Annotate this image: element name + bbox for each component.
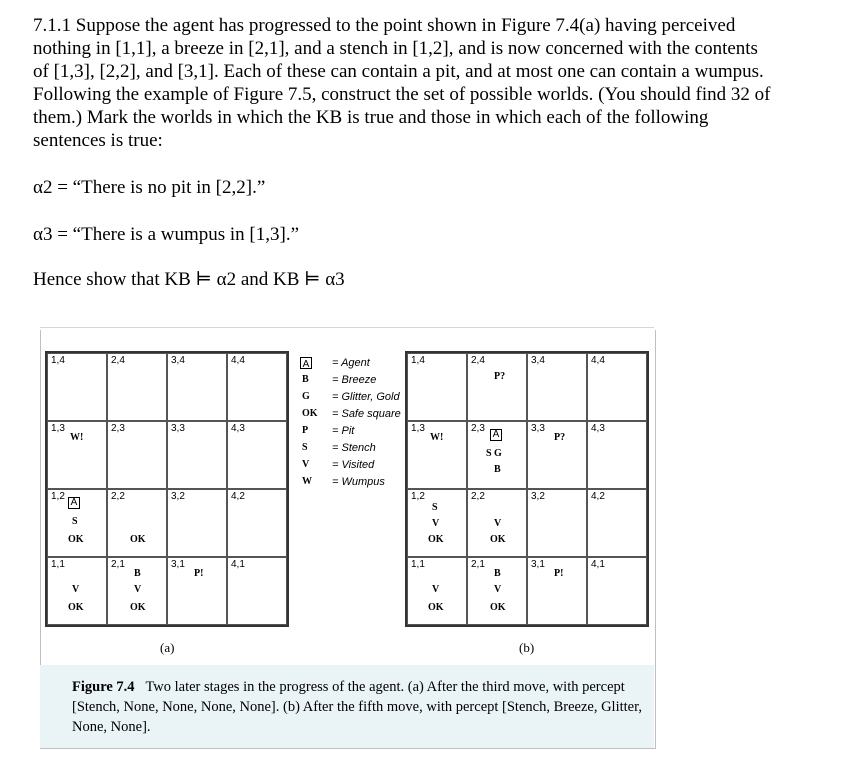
grid-cell-4-4 — [227, 353, 287, 421]
grid-cell-3-1 — [527, 557, 587, 625]
grid-cell-1-4 — [47, 353, 107, 421]
alpha2-sentence: α2 = “There is no pit in [2,2].” — [33, 177, 266, 198]
legend-text: = Pit — [332, 425, 355, 437]
cell-coordinate: 3,4 — [531, 355, 545, 366]
grid-cell-4-1 — [227, 557, 287, 625]
legend-symbol: G — [302, 391, 310, 402]
grid-cell-1-3 — [47, 421, 107, 489]
cell-coordinate: 3,1 — [171, 559, 185, 570]
cell-mark: OK — [68, 534, 84, 545]
grid-cell-4-1 — [587, 557, 647, 625]
grid-cell-1-1 — [47, 557, 107, 625]
grid-cell-3-4 — [527, 353, 587, 421]
grid-cell-4-2 — [227, 489, 287, 557]
cell-coordinate: 2,2 — [111, 491, 125, 502]
cell-mark: V — [134, 584, 142, 595]
cell-mark: P! — [194, 568, 204, 579]
cell-mark: OK — [130, 602, 146, 613]
grid-cell-3-3 — [167, 421, 227, 489]
grid-cell-3-2 — [527, 489, 587, 557]
cell-coordinate: 4,3 — [231, 423, 245, 434]
cell-coordinate: 4,2 — [591, 491, 605, 502]
cell-coordinate: 3,4 — [171, 355, 185, 366]
wumpus-grid-a — [45, 351, 289, 627]
grid-cell-2-1 — [467, 557, 527, 625]
cell-mark: P? — [554, 432, 566, 443]
caption-text — [72, 677, 642, 737]
cell-mark: S — [432, 502, 438, 513]
legend-symbol: W — [302, 476, 312, 487]
cell-mark: OK — [490, 602, 506, 613]
agent-box: A — [68, 497, 80, 509]
legend-text: = Safe square — [332, 408, 401, 420]
cell-coordinate: 1,4 — [51, 355, 65, 366]
cell-coordinate: 1,3 — [411, 423, 425, 434]
cell-mark: B — [494, 464, 501, 475]
cell-coordinate: 2,4 — [471, 355, 485, 366]
cell-coordinate: 4,3 — [591, 423, 605, 434]
cell-coordinate: 4,1 — [231, 559, 245, 570]
cell-mark: S G — [486, 448, 502, 459]
grid-cell-4-3 — [227, 421, 287, 489]
question-line: them.) Mark the worlds in which the KB is true and those in which each of the following — [33, 107, 709, 128]
cell-coordinate: 2,4 — [111, 355, 125, 366]
cell-coordinate: 1,4 — [411, 355, 425, 366]
cell-mark: OK — [428, 534, 444, 545]
grid-cell-3-1 — [167, 557, 227, 625]
cell-coordinate: 3,3 — [171, 423, 185, 434]
grid-cell-1-1 — [407, 557, 467, 625]
figure-top-divider — [40, 327, 654, 328]
cell-mark: OK — [490, 534, 506, 545]
cell-mark: OK — [130, 534, 146, 545]
agent-box: A — [490, 429, 502, 441]
agent-box: A — [300, 357, 312, 369]
legend-symbol: OK — [302, 408, 318, 419]
cell-mark: V — [494, 518, 502, 529]
sublabel-b: (b) — [519, 640, 535, 655]
cell-coordinate: 4,4 — [231, 355, 245, 366]
cell-mark: S — [72, 516, 78, 527]
cell-coordinate: 3,2 — [531, 491, 545, 502]
grid-cell-2-4 — [467, 353, 527, 421]
cell-mark: OK — [428, 602, 444, 613]
cell-coordinate: 4,2 — [231, 491, 245, 502]
caption-body: Two later stages in the progress of the agent. (a) After the third move, with percept [Stench, None, None, None, None]. (b) After the fifth move, with percept [Stench, Breeze, Glitter, None, None]. — [72, 679, 642, 735]
wumpus-grid-b — [405, 351, 649, 627]
cell-coordinate: 1,2 — [411, 491, 425, 502]
cell-coordinate: 2,3 — [471, 423, 485, 434]
alpha3-sentence: α3 = “There is a wumpus in [1,3].” — [33, 224, 300, 245]
grid-cell-3-3 — [527, 421, 587, 489]
legend-symbol: S — [302, 442, 308, 453]
grid-cell-2-2 — [107, 489, 167, 557]
question-line: sentences is true: — [33, 130, 163, 151]
cell-coordinate: 2,3 — [111, 423, 125, 434]
legend-symbol: V — [302, 459, 310, 470]
grid-cell-2-4 — [107, 353, 167, 421]
legend-text: = Stench — [332, 442, 376, 454]
cell-mark: V — [432, 518, 440, 529]
grid-cell-1-4 — [407, 353, 467, 421]
cell-mark: W! — [70, 432, 84, 443]
grid-cell-1-3 — [407, 421, 467, 489]
grid-cell-2-1 — [107, 557, 167, 625]
legend-text: = Visited — [332, 459, 375, 471]
legend-symbol: P — [302, 425, 309, 436]
grid-cell-3-2 — [167, 489, 227, 557]
cell-coordinate: 2,1 — [111, 559, 125, 570]
cell-coordinate: 1,2 — [51, 491, 65, 502]
legend-text: = Breeze — [332, 374, 377, 386]
grid-cell-4-3 — [587, 421, 647, 489]
cell-mark: V — [72, 584, 80, 595]
grid-cell-2-2 — [467, 489, 527, 557]
conclusion-sentence: Hence show that KB ⊨ α2 and KB ⊨ α3 — [33, 269, 345, 290]
question-line: Following the example of Figure 7.5, construct the set of possible worlds. (You should find 32 of — [33, 84, 771, 105]
cell-mark: OK — [68, 602, 84, 613]
cell-mark: P? — [494, 371, 506, 382]
grid-cell-4-4 — [587, 353, 647, 421]
cell-coordinate: 4,1 — [591, 559, 605, 570]
cell-mark: W! — [430, 432, 444, 443]
question-line: of [1,3], [2,2], and [3,1]. Each of these can contain a pit, and at most one can contain a wumpus. — [33, 61, 764, 82]
cell-mark: V — [432, 584, 440, 595]
cell-coordinate: 3,1 — [531, 559, 545, 570]
question-line: 7.1.1 Suppose the agent has progressed to the point shown in Figure 7.4(a) having perceived — [33, 15, 736, 36]
question-text — [33, 14, 833, 152]
legend-text: = Wumpus — [332, 476, 385, 488]
cell-mark: P! — [554, 568, 564, 579]
grid-cell-1-2 — [47, 489, 107, 557]
cell-coordinate: 1,1 — [51, 559, 65, 570]
cell-coordinate: 2,1 — [471, 559, 485, 570]
question-line: nothing in [1,1], a breeze in [2,1], and a stench in [1,2], and is now concerned with the contents — [33, 38, 758, 59]
cell-coordinate: 3,3 — [531, 423, 545, 434]
sublabel-a: (a) — [160, 640, 175, 655]
legend-text: = Glitter, Gold — [332, 391, 400, 403]
cell-coordinate: 2,2 — [471, 491, 485, 502]
legend-text: = Agent — [332, 357, 370, 369]
cell-coordinate: 4,4 — [591, 355, 605, 366]
grid-cell-4-2 — [587, 489, 647, 557]
grid-cell-1-2 — [407, 489, 467, 557]
cell-coordinate: 1,1 — [411, 559, 425, 570]
cell-mark: B — [494, 568, 501, 579]
grid-cell-2-3 — [107, 421, 167, 489]
caption-label: Figure 7.4 — [72, 679, 135, 695]
cell-coordinate: 1,3 — [51, 423, 65, 434]
grid-cell-2-3 — [467, 421, 527, 489]
figure-caption — [40, 665, 654, 748]
legend-symbol: B — [302, 374, 309, 385]
grid-cell-3-4 — [167, 353, 227, 421]
cell-coordinate: 3,2 — [171, 491, 185, 502]
cell-mark: B — [134, 568, 141, 579]
cell-mark: V — [494, 584, 502, 595]
